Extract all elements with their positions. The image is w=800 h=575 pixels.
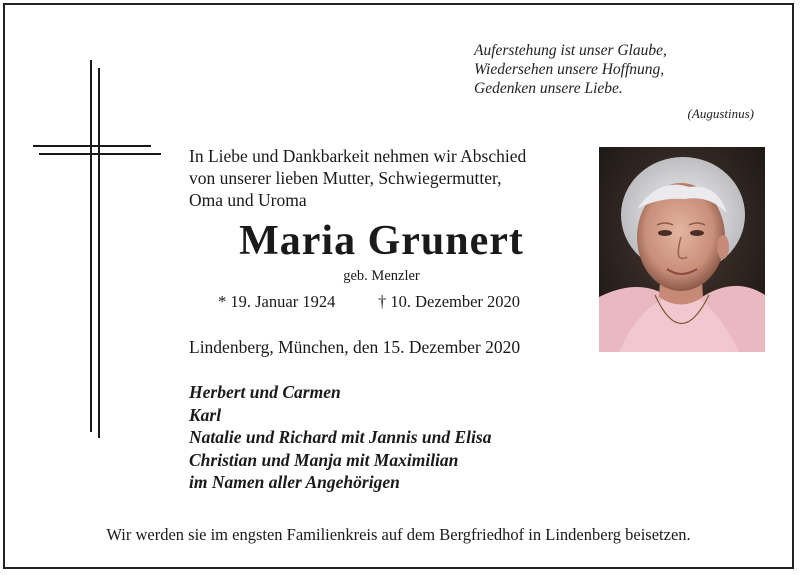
intro-text	[189, 145, 589, 211]
mourner-line: Karl	[189, 404, 222, 425]
quote-line: Gedenken unsere Liebe.	[474, 80, 623, 97]
intro-line: In Liebe und Dankbarkeit nehmen wir Abschied	[189, 146, 527, 166]
mourner-line: Natalie und Richard mit Jannis und Elisa	[189, 427, 492, 447]
mourner-line: im Namen aller Angehörigen	[189, 472, 400, 492]
burial-note: Wir werden sie im engsten Familienkreis auf dem Bergfriedhof in Lindenberg beisetzen.	[106, 525, 691, 544]
obituary-card	[3, 3, 794, 569]
cross-icon	[33, 60, 163, 440]
quote-line: Auferstehung ist unser Glaube,	[474, 42, 667, 59]
birth-date: * 19. Januar 1924	[218, 292, 336, 311]
maiden-name: geb. Menzler	[343, 268, 420, 284]
place-and-date: Lindenberg, München, den 15. Dezember 2020	[189, 337, 521, 357]
intro-line: von unserer lieben Mutter, Schwiegermutter,	[189, 168, 502, 188]
quote-source: (Augustinus)	[687, 106, 754, 121]
intro-line: Oma und Uroma	[189, 190, 307, 210]
death-date: † 10. Dezember 2020	[378, 292, 521, 311]
deceased-name: Maria Grunert	[239, 218, 524, 264]
epitaph-quote	[474, 41, 754, 98]
portrait-photo	[599, 147, 765, 352]
quote-line: Wiedersehen unsere Hoffnung,	[474, 61, 665, 78]
mourner-line: Herbert und Carmen	[189, 382, 341, 402]
mourners-list	[189, 381, 491, 494]
mourner-line: Christian und Manja mit Maximilian	[189, 449, 459, 470]
